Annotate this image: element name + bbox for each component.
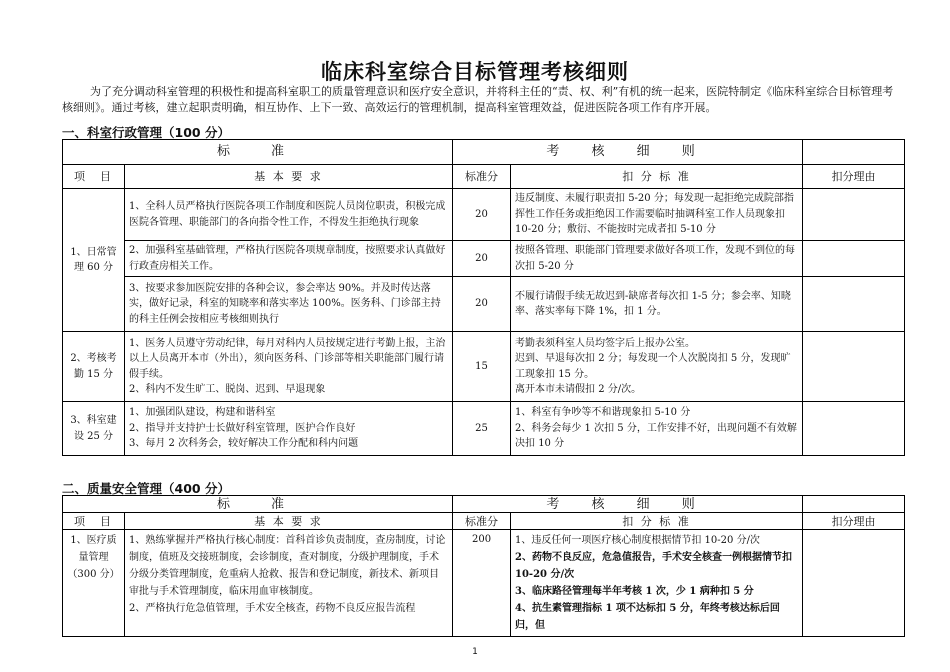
table-row [63, 241, 905, 277]
item-cell: 1、医疗质量管理（300 分） [63, 530, 125, 637]
col-rule: 扣 分 标 准 [511, 513, 803, 530]
reason-cell[interactable] [803, 402, 905, 456]
score-cell: 20 [453, 189, 511, 241]
section1-table [62, 139, 905, 456]
col-reason: 扣分理由 [803, 165, 905, 189]
reason-cell[interactable] [803, 189, 905, 241]
col-requirement: 基 本 要 求 [125, 165, 453, 189]
item-cell: 2、考核考勤 15 分 [63, 332, 125, 402]
score-cell: 200 [453, 530, 511, 637]
reason-cell[interactable] [803, 332, 905, 402]
intro-paragraph: 为了充分调动科室管理的积极性和提高科室职工的质量管理意识和医疗安全意识，并将科主任的“责、权、利”有机的统一起来，医院特制定《临床科室综合目标管理考核细则》。通过考核，建立起职责明确，相互协作、上下一致、高效运行的管理机制，提高科室管理效益，促进医院各项工作有序开展。 [62, 85, 894, 114]
table-header-standard: 标 准 [63, 496, 453, 513]
page-title: 临床科室综合目标管理考核细则 [321, 60, 629, 84]
table-header-assessment: 考 核 细 则 [453, 496, 803, 513]
table-row [63, 402, 905, 456]
table-header-blank [803, 140, 905, 165]
score-cell: 15 [453, 332, 511, 402]
requirement-cell: 3、按要求参加医院安排的各种会议，参会率达 90%。并及时传达落实，做好记录，科室的知晓率和落实率达 100%。医务科、门诊部主持的科主任例会按相应考核细则执行 [125, 277, 453, 332]
score-cell: 20 [453, 277, 511, 332]
requirement-cell: 1、医务人员遵守劳动纪律，每月对科内人员按规定进行考勤上报，主治以上人员离开本市（外出），须向医务科、门诊部等相关职能部门履行请假手续。 2、科内不发生旷工、脱岗、迟到、早退现象 [125, 332, 453, 402]
table-header-assessment: 考 核 细 则 [453, 140, 803, 165]
rule-cell: 1、科室有争吵等不和谐现象扣 5-10 分 2、科务会每少 1 次扣 5 分，工作安排不好，出现问题不有效解决扣 10 分 [511, 402, 803, 456]
table-row [63, 332, 905, 402]
section2-table [62, 495, 905, 637]
table-row [63, 189, 905, 241]
col-requirement: 基 本 要 求 [125, 513, 453, 530]
rule-line-1: 1、违反任何一项医疗核心制度根据情节扣 10-20 分/次 [515, 535, 760, 546]
requirement-cell: 2、加强科室基础管理，严格执行医院各项规章制度，按照要求认真做好行政查房相关工作。 [125, 241, 453, 277]
table-row [63, 530, 905, 637]
reason-cell[interactable] [803, 277, 905, 332]
rule-cell: 考勤表须科室人员均签字后上报办公室。 迟到、早退每次扣 2 分；每发现一个人次脱岗扣 5 分，发现旷工现象扣 15 分。 离开本市未请假扣 2 分/次。 [511, 332, 803, 402]
rule-line-4: 4、抗生素管理指标 1 项不达标扣 5 分，年终考核达标后回归，但 [515, 603, 780, 631]
requirement-cell: 1、熟练掌握并严格执行核心制度：首科首诊负责制度，查房制度，讨论制度，值班及交接班制度，会诊制度，查对制度，分级护理制度，手术分级分类管理制度，危重病人抢救、报告和登记制度，新技术、新项目审批与手术管理制度，临床用血审核制度。 2、严格执行危急值管理，手术安全核查，药物不良反应报告流程 [125, 530, 453, 637]
score-cell: 20 [453, 241, 511, 277]
page-number: 1 [472, 647, 478, 657]
rule-line-2: 2、药物不良反应，危急值报告，手术安全核查一例根据情节扣 10-20 分/次 [515, 552, 792, 580]
section1-heading: 一、科室行政管理（100 分） [62, 125, 230, 140]
section2-heading: 二、质量安全管理（400 分） [62, 481, 230, 496]
rule-cell [511, 530, 803, 637]
rule-cell: 按照各管理、职能部门管理要求做好各项工作，发现不到位的每次扣 5-20 分 [511, 241, 803, 277]
col-rule: 扣 分 标 准 [511, 165, 803, 189]
score-cell: 25 [453, 402, 511, 456]
table-header-blank [803, 496, 905, 513]
requirement-cell: 1、加强团队建设，构建和谐科室 2、指导并支持护士长做好科室管理，医护合作良好 3、每月 2 次科务会，较好解决工作分配和科内问题 [125, 402, 453, 456]
rule-line-3: 3、临床路径管理每半年考核 1 次，少 1 病种扣 5 分 [515, 586, 754, 597]
item-cell: 1、日常管理 60 分 [63, 189, 125, 332]
item-cell: 3、科室建设 25 分 [63, 402, 125, 456]
col-item: 项 目 [63, 165, 125, 189]
table-header-standard: 标 准 [63, 140, 453, 165]
table-row [63, 277, 905, 332]
col-reason: 扣分理由 [803, 513, 905, 530]
col-score: 标准分 [453, 513, 511, 530]
rule-cell: 违反制度、未履行职责扣 5-20 分；每发现一起拒绝完成院部指挥性工作任务或拒绝因工作需要临时抽调科室工作人员现象扣 10-20 分；敷衍、不能按时完成者扣 5-10 分 [511, 189, 803, 241]
rule-cell: 不履行请假手续无故迟到-缺席者每次扣 1-5 分；参会率、知晓率、落实率每下降 1%，扣 1 分。 [511, 277, 803, 332]
reason-cell[interactable] [803, 530, 905, 637]
reason-cell[interactable] [803, 241, 905, 277]
requirement-cell: 1、全科人员严格执行医院各项工作制度和医院人员岗位职责，积极完成医院各管理、职能部门的各向指令性工作，不得发生拒绝执行现象 [125, 189, 453, 241]
col-item: 项 目 [63, 513, 125, 530]
col-score: 标准分 [453, 165, 511, 189]
